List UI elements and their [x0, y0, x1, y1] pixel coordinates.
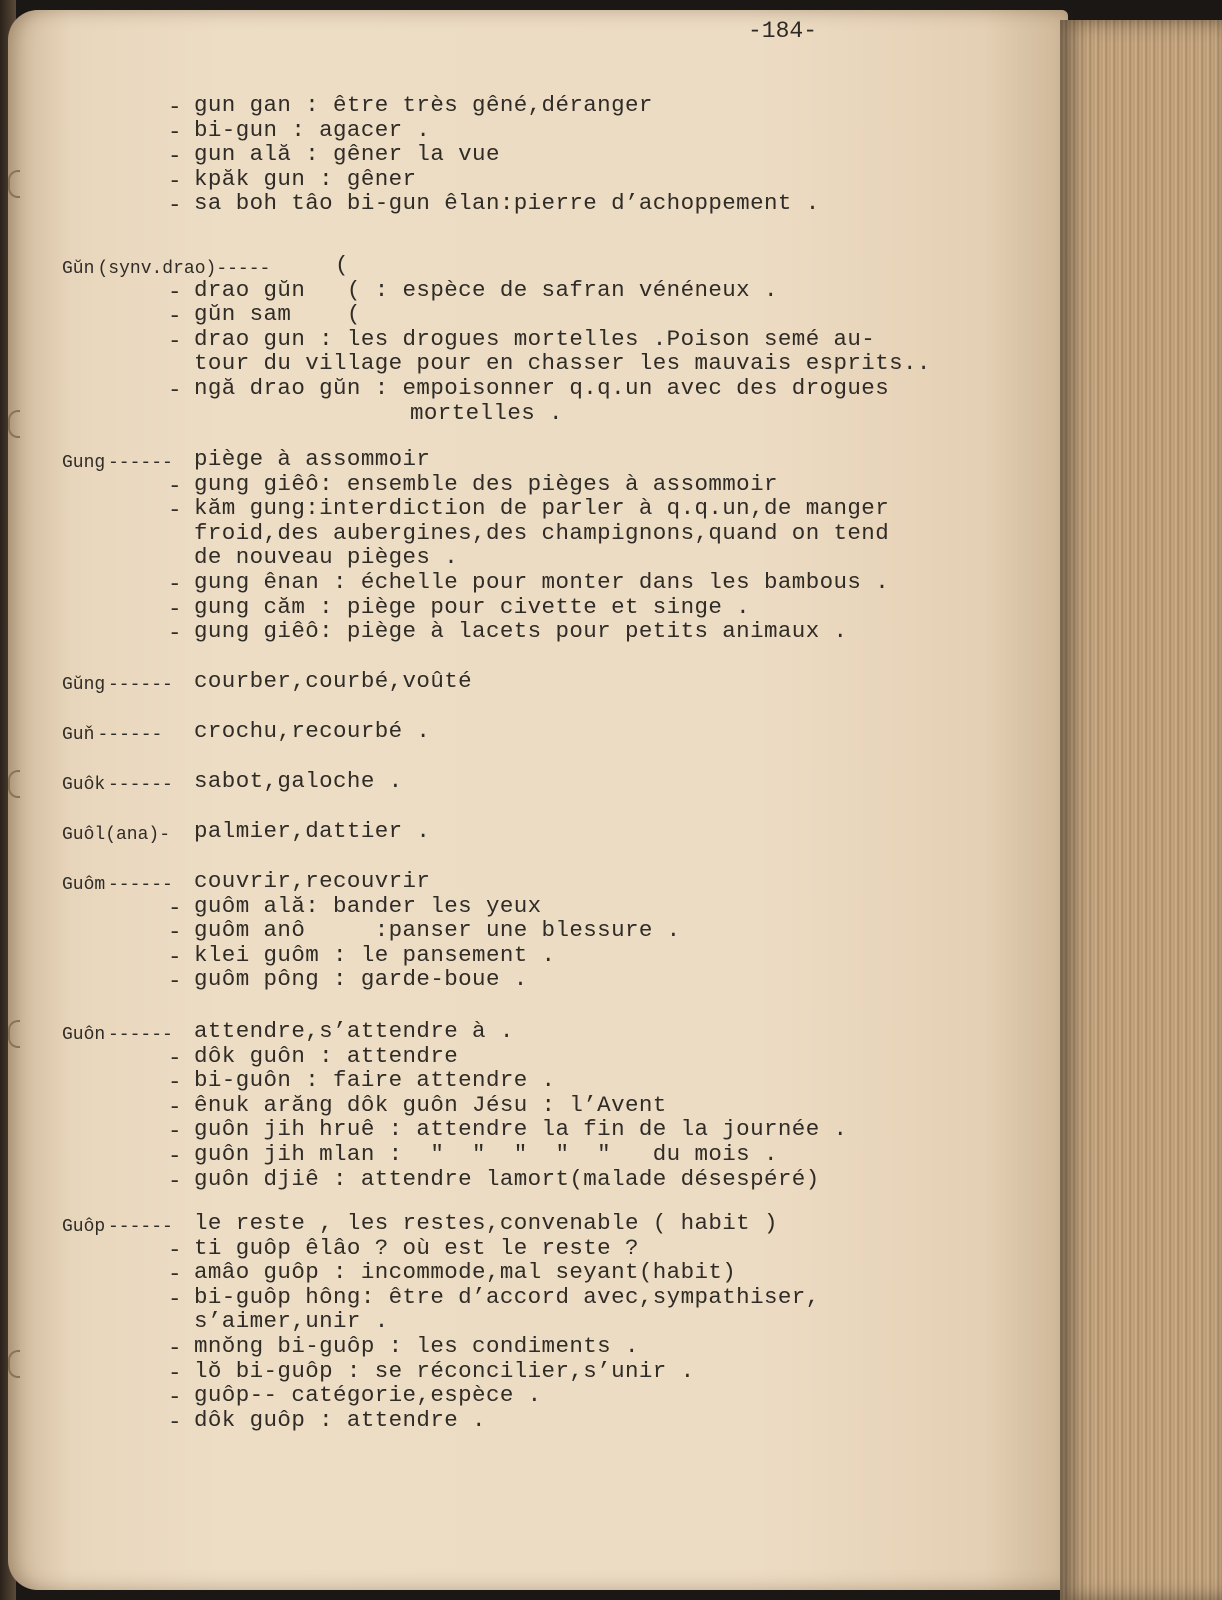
subentry-text: guôp-- catégorie,espèce .: [194, 1382, 542, 1409]
entry-definition: couvrir,recouvrir: [194, 868, 431, 894]
subentry-text: bi-guôp hông: être d’accord avec,sympathiser,: [194, 1283, 820, 1310]
subentry-bullet: -: [168, 1044, 182, 1071]
subentry-text: kpăk gun : gêner: [194, 165, 417, 192]
subentry-text: guôn jih hruê : attendre la fin de la journée .: [194, 1116, 848, 1143]
entry-definition: piège à assommoir: [194, 446, 431, 472]
entry-headword: Gŭng: [62, 675, 106, 695]
entry-headword: Gŭn: [62, 259, 95, 279]
entry-headword: Guôm: [62, 875, 106, 895]
subentry-text: guôm ală: bander les yeux: [194, 892, 542, 919]
subentry-bullet: -: [168, 968, 182, 995]
entry-definition: attendre,s’attendre à .: [194, 1018, 514, 1044]
subentry-bullet: -: [168, 377, 182, 403]
subentry-bullet: -: [168, 1093, 182, 1120]
subentry-text: froid,des aubergines,des champignons,quand on tend: [194, 519, 890, 546]
entry-dash: ------: [108, 453, 173, 473]
subentry-bullet: -: [168, 1359, 182, 1386]
subentry-text: gŭn sam (: [194, 301, 361, 328]
subentry-bullet: -: [168, 278, 182, 305]
entry-headword: Guôk: [62, 775, 106, 795]
entry-headword: Guôl(ana)-: [62, 825, 171, 845]
subentry-text: dôk guôn : attendre: [194, 1042, 459, 1069]
subentry-text: amâo guôp : incommode,mal seyant(habit): [194, 1259, 737, 1286]
entry-definition: (: [335, 252, 349, 278]
subentry-bullet: -: [168, 303, 182, 330]
subentry-text: drao gŭn ( : espèce de safran vénéneux .: [194, 276, 778, 303]
subentry-text: gung giêô: piège à lacets pour petits animaux .: [194, 618, 848, 645]
subentry-text: s’aimer,unir .: [194, 1308, 389, 1335]
subentry-text: mnŏng bi-guôp : les condiments .: [194, 1333, 639, 1359]
book-page-edges: [1060, 20, 1222, 1600]
subentry-bullet: -: [168, 595, 182, 622]
subentry-bullet: -: [168, 472, 182, 499]
subentry-text: gung căm : piège pour civette et singe .: [194, 593, 751, 620]
entry-definition: palmier,dattier .: [194, 818, 431, 844]
subentry-bullet: -: [168, 497, 182, 524]
subentry-text: gun ală : gêner la vue: [194, 141, 500, 168]
subentry-text: ti guôp êlâo ? où est le reste ?: [194, 1234, 639, 1261]
entry-headword: Guň: [62, 725, 95, 745]
subentry-text: ênuk arăng dôk guôn Jésu : l’Avent: [194, 1091, 667, 1118]
subentry-text: ngă drao gŭn : empoisonner q.q.un avec des drogues: [194, 375, 890, 401]
subentry-bullet: -: [168, 1335, 182, 1361]
subentry-text: gun gan : être très gêné,déranger: [194, 92, 653, 118]
subentry-text: bi-guôn : faire attendre .: [194, 1067, 556, 1094]
subentry-text: kăm gung:interdiction de parler à q.q.un,de manger: [194, 495, 890, 522]
entry-definition: le reste , les restes,convenable ( habit ): [194, 1210, 778, 1236]
subentry-text: guôn jih mlan : " " " " " du mois .: [194, 1141, 778, 1167]
subentry-text: de nouveau pièges .: [194, 544, 459, 571]
subentry-bullet: -: [168, 143, 182, 170]
binding-stitch: [8, 410, 20, 438]
binding-stitch: [8, 770, 20, 798]
subentry-bullet: -: [168, 94, 182, 120]
entry-dash: ------: [108, 675, 173, 695]
subentry-text: gung ênan : échelle pour monter dans les bambous .: [194, 569, 890, 595]
subentry-bullet: -: [168, 894, 182, 921]
binding-stitch: [8, 170, 20, 198]
entry-dash: (synv.drao)-----: [97, 259, 271, 279]
subentry-bullet: -: [168, 327, 182, 354]
binding-stitch: [8, 1020, 20, 1048]
subentry-bullet: -: [168, 1384, 182, 1411]
subentry-text: dôk guôp : attendre .: [194, 1406, 486, 1433]
subentry-bullet: -: [168, 919, 182, 946]
subentry-text: drao gun : les drogues mortelles .Poison semé au-: [194, 325, 876, 352]
subentry-bullet: -: [168, 943, 182, 970]
entry-dash: ------: [97, 725, 163, 745]
subentry-text: mortelles .: [410, 399, 563, 426]
entry-headword: Guôp: [62, 1217, 106, 1237]
subentry-bullet: -: [168, 1261, 182, 1288]
subentry-bullet: -: [168, 1167, 182, 1194]
subentry-text: tour du village pour en chasser les mauvais esprits..: [194, 350, 931, 377]
entry-headword: Guôn: [62, 1025, 106, 1045]
subentry-bullet: -: [168, 1285, 182, 1312]
subentry-bullet: -: [168, 1143, 182, 1169]
entry-dash: ------: [108, 775, 173, 795]
entry-dash: ------: [108, 1025, 173, 1045]
entry-definition: crochu,recourbé .: [194, 718, 431, 744]
subentry-bullet: -: [168, 192, 182, 219]
subentry-text: sa boh tâo bi-gun êlan:pierre d’achoppement .: [194, 190, 820, 217]
subentry-bullet: -: [168, 1069, 182, 1096]
subentry-text: guôn djiê : attendre lamort(malade désespéré): [194, 1165, 820, 1192]
entry-dash: ------: [108, 1217, 173, 1237]
page-number: -184-: [748, 18, 818, 44]
subentry-bullet: -: [168, 167, 182, 194]
subentry-bullet: -: [168, 1118, 182, 1145]
subentry-text: gung giêô: ensemble des pièges à assommoir: [194, 470, 778, 497]
subentry-bullet: -: [168, 1236, 182, 1263]
entry-dash: ------: [108, 875, 173, 895]
subentry-text: klei guôm : le pansement .: [194, 941, 556, 968]
entry-definition: courber,courbé,voûté: [194, 668, 473, 694]
entry-headword: Gung: [62, 453, 106, 473]
subentry-bullet: -: [168, 620, 182, 647]
subentry-text: lŏ bi-guôp : se réconcilier,s’unir .: [194, 1357, 695, 1384]
subentry-bullet: -: [168, 1408, 182, 1435]
subentry-bullet: -: [168, 118, 182, 145]
subentry-text: bi-gun : agacer .: [194, 116, 431, 143]
entry-definition: sabot,galoche .: [194, 768, 403, 794]
subentry-text: guôm pông : garde-boue .: [194, 966, 528, 993]
subentry-text: guôm anô :panser une blessure .: [194, 917, 681, 944]
binding-stitch: [8, 1350, 20, 1378]
subentry-bullet: -: [168, 571, 182, 597]
